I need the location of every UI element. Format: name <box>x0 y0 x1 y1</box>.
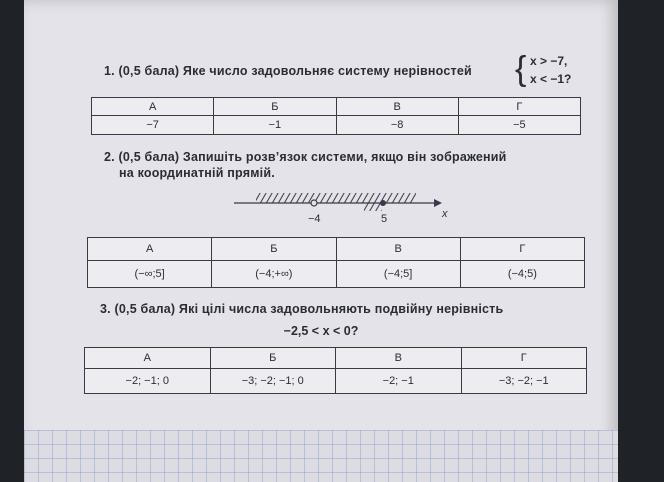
option-header-v: В <box>336 348 462 369</box>
question-3 <box>100 302 503 316</box>
answer-option-a[interactable]: −2; −1; 0 <box>85 369 211 394</box>
axis-arrow-icon <box>434 199 442 207</box>
worksheet-page <box>24 0 618 482</box>
open-point-icon <box>311 200 317 206</box>
answer-option-v[interactable]: −8 <box>336 116 458 135</box>
option-header-g: Г <box>461 348 587 369</box>
option-header-v: В <box>336 238 460 261</box>
question-3-inequality: −2,5 < x < 0? <box>283 324 359 338</box>
axis-label-left: −4 <box>308 213 321 225</box>
grid-paper-area <box>24 430 618 482</box>
question-2-line-2: на координатній прямій. <box>119 166 275 180</box>
answer-table-1 <box>91 97 581 135</box>
option-header-a: А <box>92 98 214 116</box>
answer-table-2 <box>87 237 585 288</box>
option-header-a: А <box>85 348 211 369</box>
answer-option-v[interactable]: −2; −1 <box>336 369 462 394</box>
question-3-number: 3. <box>100 302 111 316</box>
answer-option-a[interactable]: (−∞;5] <box>88 261 212 288</box>
question-1 <box>104 64 472 78</box>
axis-variable: x <box>442 208 448 220</box>
option-header-v: В <box>336 98 458 116</box>
question-1-number: 1. <box>104 64 115 78</box>
question-2-number: 2. <box>104 150 115 164</box>
option-header-g: Г <box>458 98 580 116</box>
answer-option-a[interactable]: −7 <box>92 116 214 135</box>
answer-option-g[interactable]: (−4;5) <box>460 261 584 288</box>
question-2-line-1: (0,5 бала) Запишіть розв’язок системи, якщо він зображений <box>118 150 507 164</box>
closed-point-icon <box>380 200 386 206</box>
question-2 <box>104 150 507 164</box>
system-brace: { <box>515 50 527 88</box>
axis-label-right: 5 <box>381 213 388 225</box>
answer-option-b[interactable]: −3; −2; −1; 0 <box>210 369 336 394</box>
option-header-b: Б <box>212 238 336 261</box>
inequality-1: x > −7, <box>530 54 568 68</box>
hatch-left <box>256 193 416 203</box>
inequality-2: x < −1? <box>530 72 572 86</box>
answer-option-b[interactable]: −1 <box>214 116 336 135</box>
inequality-system <box>530 52 571 88</box>
number-line <box>224 188 448 228</box>
answer-table-3 <box>84 347 587 394</box>
option-header-b: Б <box>214 98 336 116</box>
question-1-text: (0,5 бала) Яке число задовольняє систему нерівностей <box>118 64 472 78</box>
answer-option-b[interactable]: (−4;+∞) <box>212 261 336 288</box>
option-header-b: Б <box>210 348 336 369</box>
answer-option-v[interactable]: (−4;5] <box>336 261 460 288</box>
question-3-line-1: (0,5 бала) Які цілі числа задовольняють подвійну нерівність <box>114 302 504 316</box>
answer-option-g[interactable]: −5 <box>458 116 580 135</box>
option-header-a: А <box>88 238 212 261</box>
option-header-g: Г <box>460 238 584 261</box>
hatch-right <box>364 203 382 211</box>
answer-option-g[interactable]: −3; −2; −1 <box>461 369 587 394</box>
